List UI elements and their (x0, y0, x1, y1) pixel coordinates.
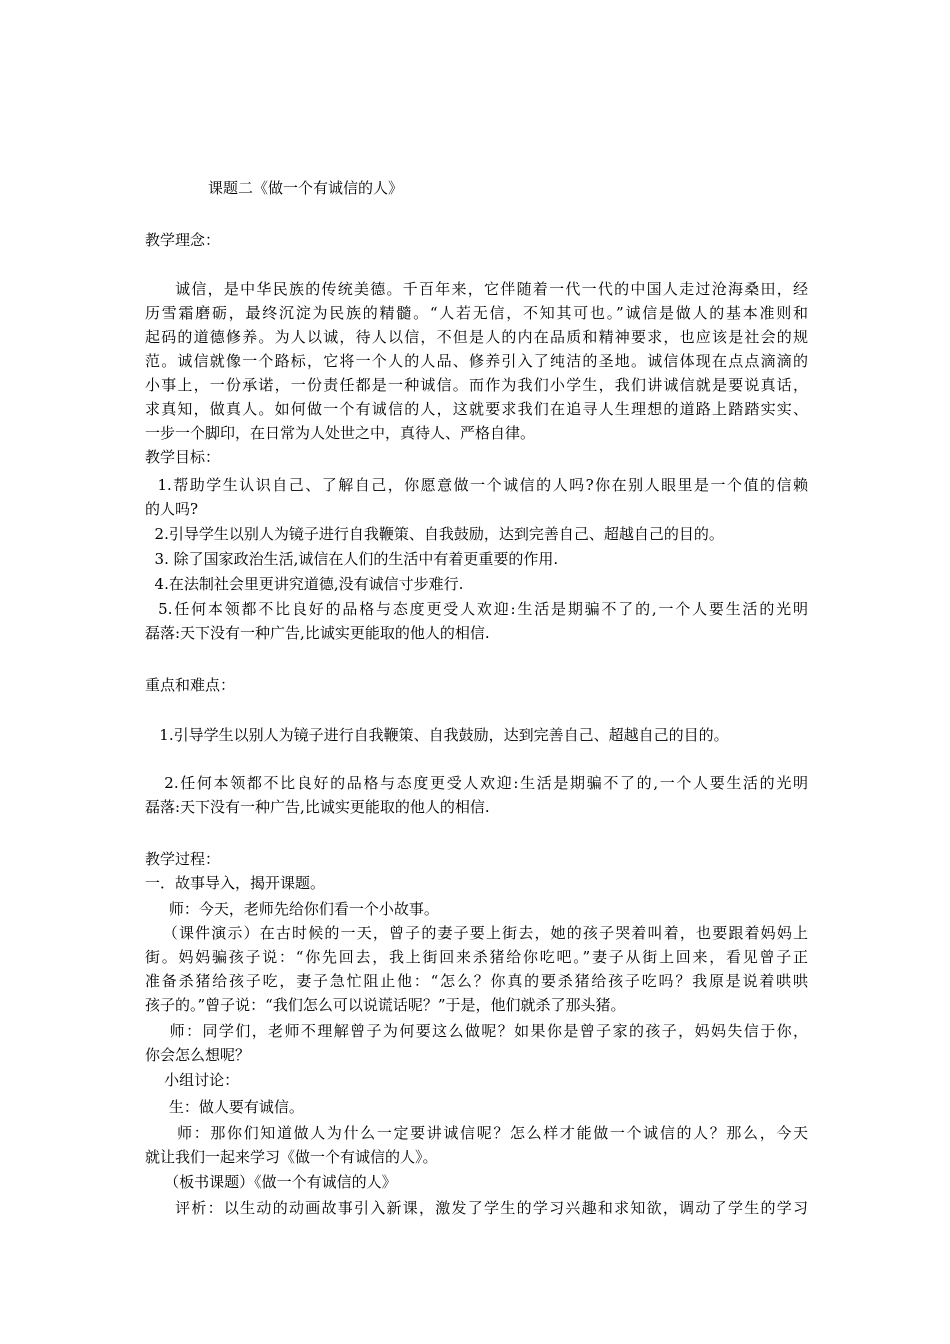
keypoint-line: 磊落:天下没有一种广告,比诚实更能取的他人的相信. (145, 798, 490, 816)
goals-heading: 教学目标： (145, 448, 221, 466)
process-line: （板书课题）《做一个有诚信的人》 (145, 1173, 397, 1191)
concept-heading: 教学理念： (145, 231, 221, 249)
process-line: （课件演示）在古时候的一天，曾子的妻子要上街去，她的孩子哭着叫着，也要跟着妈妈上 (145, 924, 808, 942)
keypoint-line: 2.任何本领都不比良好的品格与态度更受人欢迎:生活是期骗不了的,一个人要生活的光明 (145, 774, 808, 792)
process-line: 师：同学们，老师不理解曾子为何要这么做呢？如果你是曾子家的孩子，妈妈失信于你， (145, 1022, 808, 1040)
process-line: 准备杀猪给孩子吃，妻子急忙阻止他：“怎么？你真的要杀猪给孩子吃吗？我原是说着哄哄 (145, 972, 808, 990)
process-line: 一．故事导入，揭开课题。 (145, 874, 326, 892)
keypoint-line: 1.引导学生以别人为镜子进行自我鞭策、自我鼓励，达到完善自己、超越自己的目的。 (145, 726, 729, 744)
goal-line: 2.引导学生以别人为镜子进行自我鞭策、自我鼓励，达到完善自己、超越自己的目的。 (145, 525, 724, 543)
process-line: 街。妈妈骗孩子说：“你先回去，我上街回来杀猪给你吃吧。”妻子从街上回来，看见曾子正 (145, 948, 808, 966)
process-line: 就让我们一起来学习《做一个有诚信的人》。 (145, 1148, 438, 1166)
process-heading: 教学过程： (145, 850, 221, 868)
concept-line: 历雪霜磨砺，最终沉淀为民族的精髓。“人若无信，不知其可也。”诚信是做人的基本准则和 (145, 304, 808, 322)
goal-line: 1.帮助学生认识自己、了解自己，你愿意做一个诚信的人吗?你在别人眼里是一个值的信赖 (145, 476, 808, 494)
process-line: 你会怎么想呢？ (145, 1046, 251, 1064)
process-line: 小组讨论： (145, 1071, 240, 1089)
process-line: 师：今天，老师先给你们看一个小故事。 (145, 900, 439, 918)
goal-line: 5.任何本领都不比良好的品格与态度更受人欢迎:生活是期骗不了的,一个人要生活的光明 (145, 600, 808, 618)
process-line: 评析：以生动的动画故事引入新课，激发了学生的学习兴趣和求知欲，调动了学生的学习 (145, 1199, 808, 1217)
document-title: 课题二《做一个有诚信的人》 (208, 179, 404, 197)
goal-line: 3. 除了国家政治生活,诚信在人们的生活中有着更重要的作用. (145, 550, 559, 568)
process-line: 孩子的。”曾子说：“我们怎么可以说谎话呢？”于是，他们就杀了那头猪。 (145, 996, 626, 1014)
process-line: 师：那你们知道做人为什么一定要讲诚信呢？怎么样才能做一个诚信的人？那么，今天 (145, 1124, 808, 1142)
goal-line: 4.在法制社会里更讲究道德,没有诚信寸步难行. (145, 575, 464, 593)
goal-line: 的人吗? (145, 500, 199, 518)
keypoints-heading: 重点和难点： (145, 676, 236, 694)
concept-line: 诚信，是中华民族的传统美德。千百年来，它伴随着一代一代的中国人走过沧海桑田，经 (145, 280, 808, 298)
concept-line: 求真知，做真人。如何做一个有诚信的人，这就要求我们在追寻人生理想的道路上踏踏实实、 (145, 400, 808, 418)
goal-line: 磊落:天下没有一种广告,比诚实更能取的他人的相信. (145, 624, 490, 642)
concept-line: 范。诚信就像一个路标，它将一个人的人品、修养引入了纯洁的圣地。诚信体现在点点滴滴的 (145, 352, 808, 370)
concept-line: 小事上，一份承诺，一份责任都是一种诚信。而作为我们小学生，我们讲诚信就是要说真话， (145, 376, 808, 394)
process-line: 生：做人要有诚信。 (145, 1098, 304, 1116)
concept-line: 一步一个脚印，在日常为人处世之中，真待人、严格自律。 (145, 424, 536, 442)
concept-line: 起码的道德修养。为人以诚，待人以信，不但是人的内在品质和精神要求，也应该是社会的规 (145, 328, 808, 346)
